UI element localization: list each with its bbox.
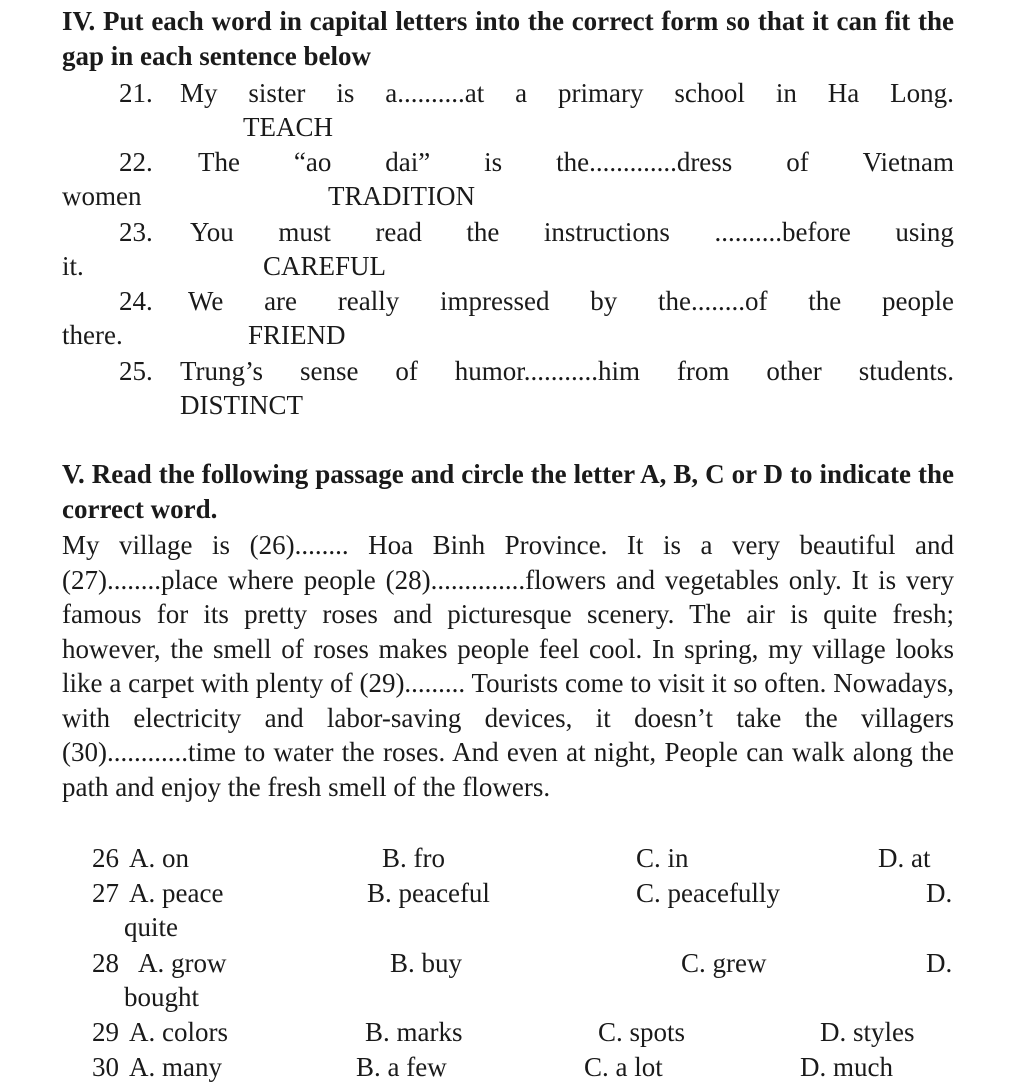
sentence-word: You: [190, 217, 234, 247]
q26-option-a[interactable]: A. on: [129, 843, 189, 873]
q26-option-c[interactable]: C. in: [636, 843, 689, 873]
sentence-word: a: [515, 78, 528, 108]
passage-text: My village is (26)........ Hoa Binh Province. It is a very beautiful and (27)........place where people (28)..............flowers and vegetables only. It is very famous for its pretty roses and picturesque scenery. The air is quite fresh; however, the smell of roses makes people feel cool. In spring, my village looks like a carpet with plenty of (29)......... Tourists come to visit it so often. Nowadays, with electricity and labor-saving devices, it doesn’t take the villagers (30)............time to water the roses. And even at night, People can walk along the path and enjoy the fresh smell of the flowers.: [62, 530, 954, 802]
item-24-number: 24.: [119, 286, 153, 316]
sentence-word: must: [278, 217, 331, 247]
sentence-word: other: [766, 356, 822, 386]
sentence-word: primary: [558, 78, 644, 108]
sentence-word: Ha: [827, 78, 860, 108]
q27-option-d-text[interactable]: quite: [124, 912, 178, 942]
sentence-word: ..........before: [714, 217, 851, 247]
item-25-cue-word: DISTINCT: [180, 390, 303, 420]
item-25-number: 25.: [119, 356, 153, 386]
sentence-word: is: [484, 147, 503, 177]
sentence-word: in: [775, 78, 797, 108]
item-24-sentence: [188, 284, 954, 319]
q30-number: 30: [92, 1052, 119, 1082]
sentence-word: My: [180, 78, 218, 108]
q29-option-b[interactable]: B. marks: [365, 1017, 463, 1047]
sentence-word: “ao: [293, 147, 332, 177]
sentence-word: read: [375, 217, 422, 247]
sentence-word: dai”: [385, 147, 431, 177]
item-24-cue-word: FRIEND: [248, 320, 346, 350]
q26-option-b[interactable]: B. fro: [382, 843, 445, 873]
q30-option-b[interactable]: B. a few: [356, 1052, 447, 1082]
sentence-word: are: [264, 286, 298, 316]
sentence-word: humor...........him: [454, 356, 641, 386]
sentence-word: school: [674, 78, 745, 108]
sentence-word: sense: [299, 356, 359, 386]
item-23-cue-word: CAREFUL: [263, 251, 387, 281]
item-24-continuation: there.: [62, 320, 123, 350]
q29-option-a[interactable]: A. colors: [129, 1017, 228, 1047]
sentence-word: students.: [858, 356, 954, 386]
sentence-word: using: [895, 217, 954, 247]
item-21-cue-word: TEACH: [243, 112, 333, 142]
sentence-word: instructions: [543, 217, 670, 247]
item-25-sentence: [180, 354, 954, 389]
sentence-word: Long.: [890, 78, 954, 108]
q28-option-b[interactable]: B. buy: [390, 948, 463, 978]
section-iv-heading: IV. Put each word in capital letters into the correct form so that it can fit the gap in each sentence below: [62, 6, 954, 71]
q29-option-d[interactable]: D. styles: [820, 1017, 915, 1047]
q29-number: 29: [92, 1017, 119, 1047]
sentence-word: of: [786, 147, 809, 177]
sentence-word: the.............dress: [556, 147, 733, 177]
sentence-word: really: [337, 286, 400, 316]
sentence-word: impressed: [440, 286, 550, 316]
q30-option-d[interactable]: D. much: [800, 1052, 893, 1082]
sentence-word: sister: [248, 78, 306, 108]
q26-number: 26: [92, 843, 119, 873]
q28-option-c[interactable]: C. grew: [681, 948, 767, 978]
q27-option-d[interactable]: D.: [926, 878, 953, 908]
item-21-sentence: [180, 76, 954, 111]
q30-option-a[interactable]: A. many: [129, 1052, 222, 1082]
sentence-word: by: [590, 286, 618, 316]
sentence-word: people: [881, 286, 954, 316]
sentence-word: Trung’s: [180, 356, 264, 386]
sentence-word: the: [808, 286, 842, 316]
q27-option-b[interactable]: B. peaceful: [367, 878, 490, 908]
item-23-number: 23.: [119, 217, 153, 247]
item-21-number: 21.: [119, 78, 153, 108]
q28-number: 28: [92, 948, 119, 978]
item-22-number: 22.: [119, 147, 153, 177]
item-22-sentence: [198, 145, 954, 180]
item-22-cue-word: TRADITION: [328, 181, 475, 211]
q28-option-a[interactable]: A. grow: [138, 948, 227, 978]
sentence-word: We: [188, 286, 224, 316]
sentence-word: Vietnam: [862, 147, 954, 177]
q28-option-d-text[interactable]: bought: [124, 982, 200, 1012]
reading-passage: [62, 528, 954, 804]
q26-option-d[interactable]: D. at: [878, 843, 931, 873]
q29-option-c[interactable]: C. spots: [598, 1017, 686, 1047]
sentence-word: the........of: [657, 286, 768, 316]
item-23-sentence: [190, 215, 954, 250]
q27-option-c[interactable]: C. peacefully: [636, 878, 780, 908]
sentence-word: The: [198, 147, 240, 177]
q28-option-d[interactable]: D.: [926, 948, 953, 978]
sentence-word: the: [466, 217, 500, 247]
q30-option-c[interactable]: C. a lot: [584, 1052, 663, 1082]
sentence-word: is: [336, 78, 355, 108]
sentence-word: from: [676, 356, 730, 386]
sentence-word: of: [395, 356, 418, 386]
item-22-continuation: women: [62, 181, 142, 211]
sentence-word: a..........at: [385, 78, 485, 108]
q27-number: 27: [92, 878, 119, 908]
q27-option-a[interactable]: A. peace: [129, 878, 224, 908]
item-23-continuation: it.: [62, 251, 84, 281]
section-v-heading: V. Read the following passage and circle the letter A, B, C or D to indicate the correct word.: [62, 459, 954, 524]
